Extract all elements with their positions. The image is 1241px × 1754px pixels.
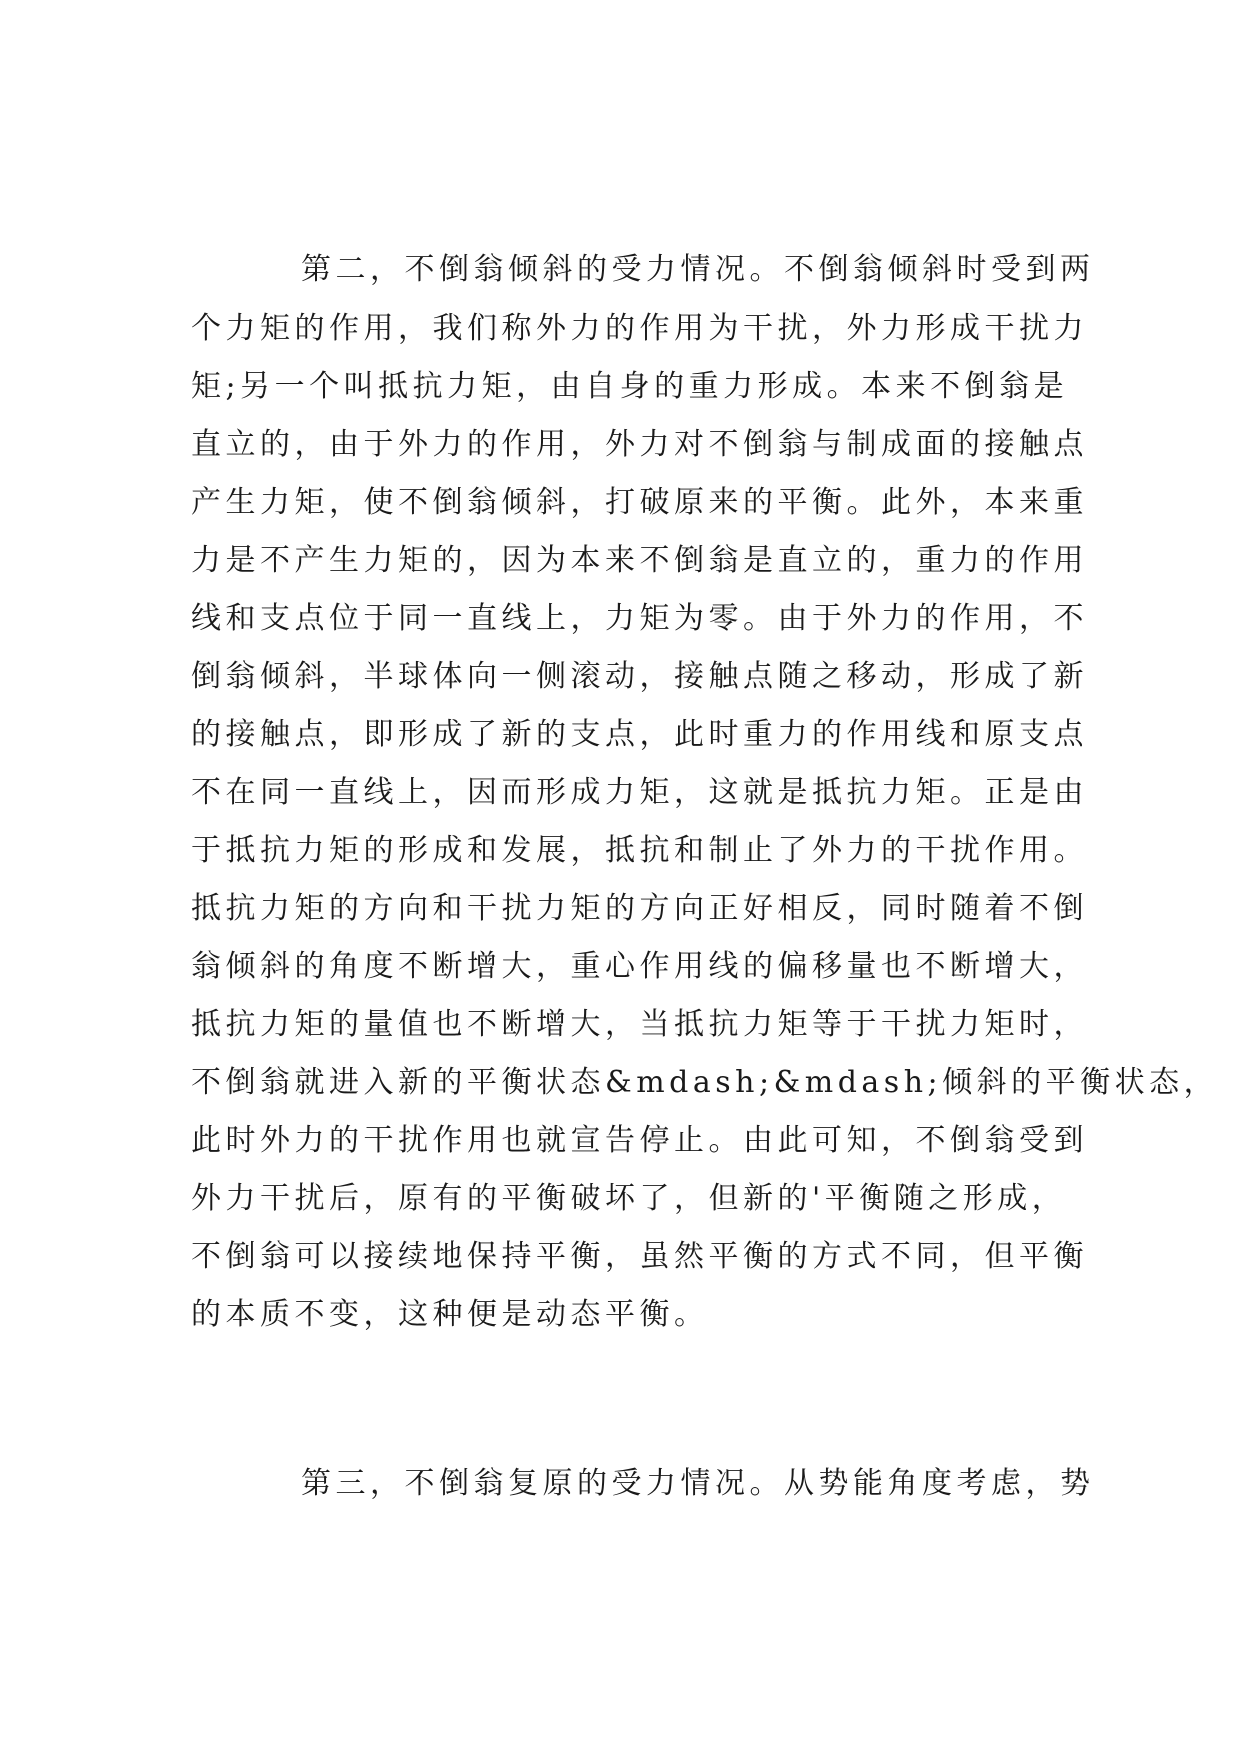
text-line: 力是不产生力矩的，因为本来不倒翁是直立的，重力的作用 xyxy=(191,543,1088,578)
text-line: 第二，不倒翁倾斜的受力情况。不倒翁倾斜时受到两 xyxy=(301,252,1095,287)
text-line: 倒翁倾斜，半球体向一侧滚动，接触点随之移动，形成了新 xyxy=(191,659,1088,694)
text-line: 个力矩的作用，我们称外力的作用为干扰，外力形成干扰力 xyxy=(191,311,1088,346)
text-line: 于抵抗力矩的形成和发展，抵抗和制止了外力的干扰作用。 xyxy=(191,833,1088,868)
text-line: 线和支点位于同一直线上，力矩为零。由于外力的作用，不 xyxy=(191,601,1088,636)
text-line: 的本质不变，这种便是动态平衡。 xyxy=(191,1297,709,1332)
text-line: 此时外力的干扰作用也就宣告停止。由此可知，不倒翁受到 xyxy=(191,1123,1088,1158)
text-line: 抵抗力矩的量值也不断增大，当抵抗力矩等于干扰力矩时， xyxy=(191,1007,1088,1042)
text-line: 翁倾斜的角度不断增大，重心作用线的偏移量也不断增大， xyxy=(191,949,1088,984)
text-line: 不倒翁就进入新的平衡状态&mdash;&mdash;倾斜的平衡状态， xyxy=(191,1065,1219,1100)
text-line: 的接触点，即形成了新的支点，此时重力的作用线和原支点 xyxy=(191,717,1088,752)
text-line: 外力干扰后，原有的平衡破坏了，但新的'平衡随之形成， xyxy=(191,1181,1067,1216)
text-line: 矩;另一个叫抵抗力矩，由自身的重力形成。本来不倒翁是 xyxy=(191,369,1069,404)
text-line: 不在同一直线上，因而形成力矩，这就是抵抗力矩。正是由 xyxy=(191,775,1088,810)
text-line: 抵抗力矩的方向和干扰力矩的方向正好相反，同时随着不倒 xyxy=(191,891,1088,926)
text-line: 第三，不倒翁复原的受力情况。从势能角度考虑，势 xyxy=(301,1466,1095,1501)
text-line: 不倒翁可以接续地保持平衡，虽然平衡的方式不同，但平衡 xyxy=(191,1239,1088,1274)
text-line: 直立的，由于外力的作用，外力对不倒翁与制成面的接触点 xyxy=(191,427,1088,462)
text-line: 产生力矩，使不倒翁倾斜，打破原来的平衡。此外，本来重 xyxy=(191,485,1088,520)
